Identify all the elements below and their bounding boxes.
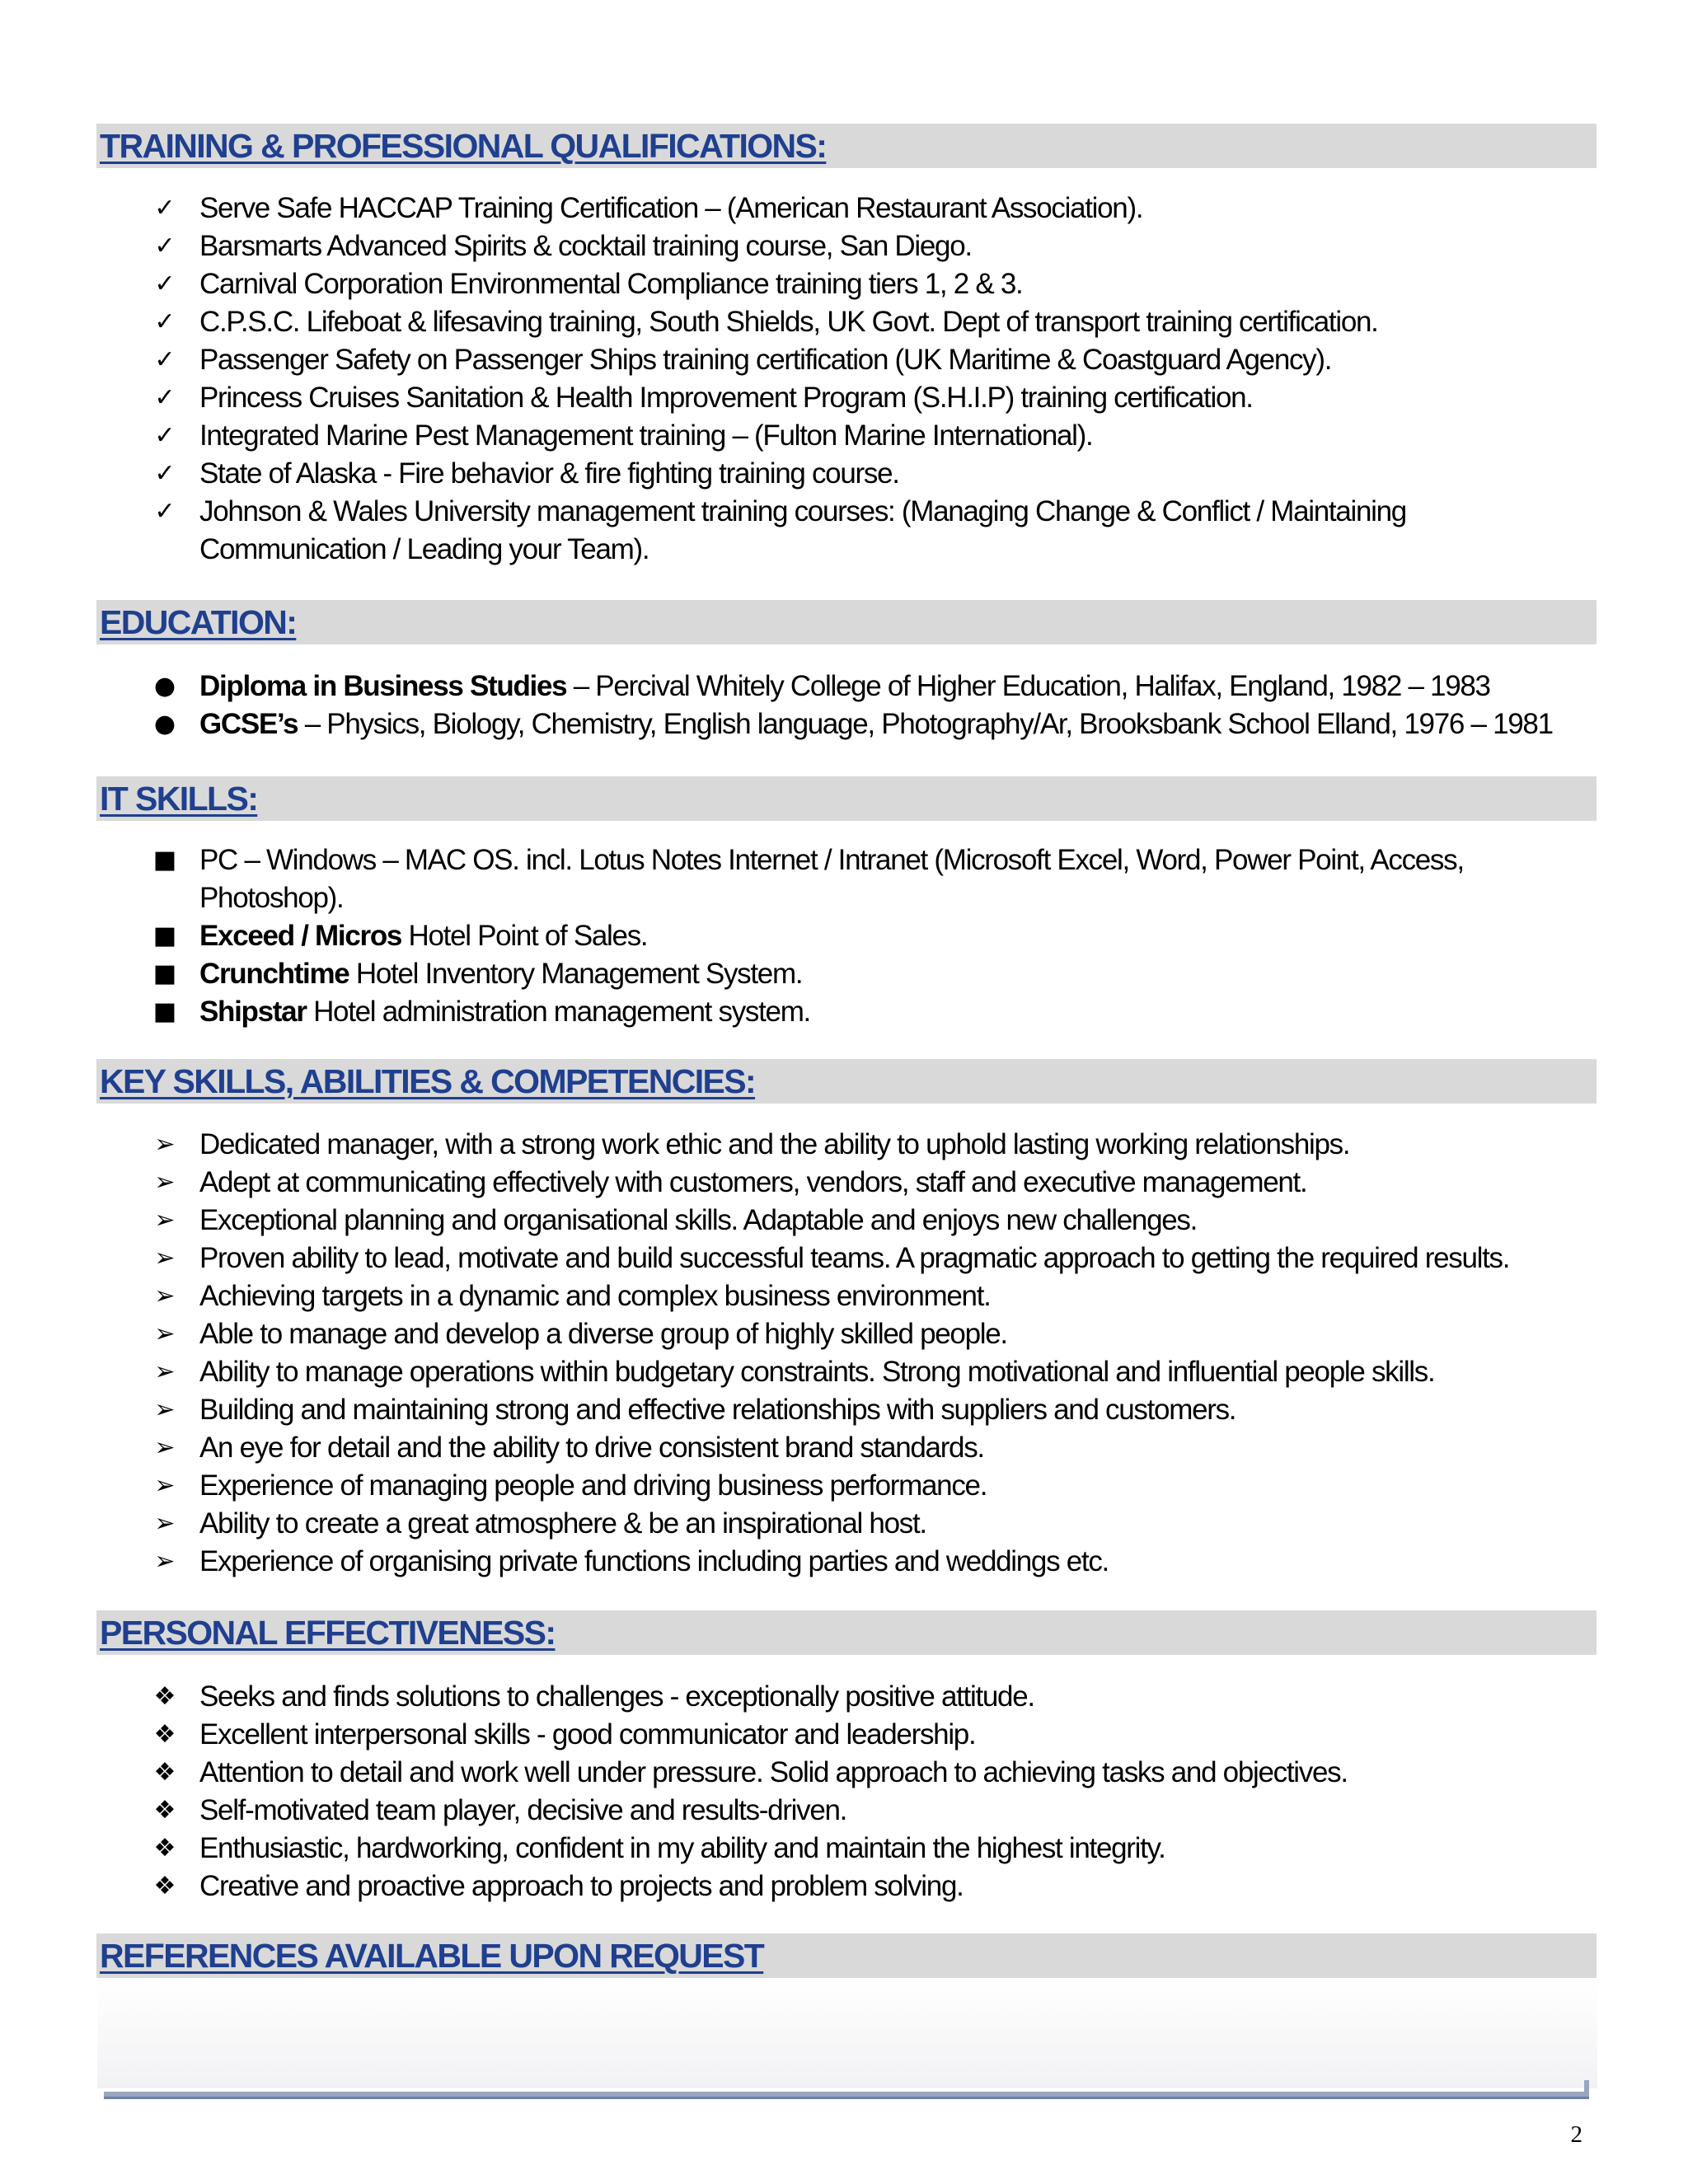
list-item	[0, 1467, 1688, 1505]
arrow-bullet-icon: ➢	[154, 1319, 176, 1348]
list-item	[0, 1315, 1688, 1353]
diamond-bullet-icon: ❖	[153, 1834, 176, 1863]
diamond-bullet-icon: ❖	[153, 1796, 176, 1825]
list-item	[0, 1505, 1688, 1543]
arrow-bullet-icon: ➢	[154, 1433, 176, 1462]
list-item	[0, 493, 1688, 569]
checkmark-icon: ✓	[154, 383, 176, 412]
list-item-text: C.P.S.C. Lifeboat & lifesaving training, South Shields, UK Govt. Dept of transport training certification.	[199, 306, 1378, 338]
list-item	[0, 1678, 1688, 1716]
list-item-text: An eye for detail and the ability to drive consistent brand standards.	[199, 1432, 984, 1464]
list-item	[0, 993, 1688, 1031]
list-item-text: Carnival Corporation Environmental Compliance training tiers 1, 2 & 3.	[199, 268, 1023, 300]
checkmark-icon: ✓	[154, 345, 176, 374]
education-qualification: GCSE’s	[199, 708, 298, 740]
list-item-text: Able to manage and develop a diverse group of highly skilled people.	[199, 1318, 1007, 1350]
section-title-education: EDUCATION:	[100, 603, 297, 641]
bullet-dot-icon: ●	[153, 710, 176, 738]
footer-rule-end	[1584, 2080, 1589, 2095]
list-item-text: PC – Windows – MAC OS. incl. Lotus Notes Internet / Intranet (Microsoft Excel, Word, Power Point, Access,	[199, 844, 1464, 876]
list-item-text: Experience of organising private functions including parties and weddings etc.	[199, 1545, 1109, 1577]
section-header-references	[96, 1933, 1597, 1978]
section-header-education	[96, 600, 1597, 644]
diamond-bullet-icon: ❖	[153, 1682, 176, 1711]
list-item-text: Princess Cruises Sanitation & Health Improvement Program (S.H.I.P) training certification.	[199, 382, 1253, 414]
arrow-bullet-icon: ➢	[154, 1168, 176, 1197]
list-item	[0, 190, 1688, 227]
arrow-bullet-icon: ➢	[154, 1509, 176, 1538]
checkmark-icon: ✓	[154, 269, 176, 298]
skill-name: Shipstar	[199, 996, 307, 1028]
section-title-key-skills: KEY SKILLS, ABILITIES & COMPETENCIES:	[100, 1062, 756, 1100]
list-item	[0, 1391, 1688, 1429]
list-item-text: Dedicated manager, with a strong work ethic and the ability to uphold lasting working relationships.	[199, 1128, 1350, 1160]
list-item-text-continued: Photoshop).	[199, 882, 344, 914]
list-item	[0, 341, 1688, 379]
list-item	[0, 1240, 1688, 1277]
list-item	[0, 1202, 1688, 1240]
bullet-square-icon: ■	[152, 997, 177, 1026]
arrow-bullet-icon: ➢	[154, 1547, 176, 1576]
list-item	[0, 1543, 1688, 1581]
list-item	[0, 1277, 1688, 1315]
diamond-bullet-icon: ❖	[153, 1758, 176, 1787]
education-list	[0, 668, 1688, 743]
list-item-text: Excellent interpersonal skills - good communicator and leadership.	[199, 1718, 976, 1750]
checkmark-icon: ✓	[154, 307, 176, 336]
education-detail: – Percival Whitely College of Higher Education, Halifax, England, 1982 – 1983	[566, 670, 1490, 702]
list-item	[0, 265, 1688, 303]
list-item	[0, 705, 1688, 743]
bullet-square-icon: ■	[152, 959, 177, 988]
list-item-text-continued: Communication / Leading your Team).	[199, 533, 649, 565]
arrow-bullet-icon: ➢	[154, 1471, 176, 1500]
list-item-text: Barsmarts Advanced Spirits & cocktail training course, San Diego.	[199, 230, 972, 262]
list-item-text: Exceptional planning and organisational skills. Adaptable and enjoys new challenges.	[199, 1204, 1198, 1236]
list-item-text: Adept at communicating effectively with customers, vendors, staff and executive management.	[199, 1166, 1307, 1198]
bullet-square-icon: ■	[152, 921, 177, 950]
skill-name: Crunchtime	[199, 958, 349, 990]
skill-name: Exceed / Micros	[199, 920, 402, 952]
key-skills-list	[0, 1126, 1688, 1581]
arrow-bullet-icon: ➢	[154, 1282, 176, 1310]
education-qualification: Diploma in Business Studies	[199, 670, 567, 702]
list-item-text: Experience of managing people and driving business performance.	[199, 1469, 987, 1502]
list-item-text: Ability to create a great atmosphere & be an inspirational host.	[199, 1507, 926, 1540]
skill-detail: Hotel Point of Sales.	[401, 920, 648, 952]
section-header-training	[96, 124, 1597, 168]
list-item-text: Building and maintaining strong and effective relationships with suppliers and customers.	[199, 1394, 1236, 1426]
arrow-bullet-icon: ➢	[154, 1357, 176, 1386]
list-item	[0, 1353, 1688, 1391]
checkmark-icon: ✓	[154, 232, 176, 260]
checkmark-icon: ✓	[154, 421, 176, 450]
page-number: 2	[1570, 2121, 1582, 2148]
section-title-it-skills: IT SKILLS:	[100, 780, 258, 818]
bullet-square-icon: ■	[152, 846, 177, 874]
list-item-text: Enthusiastic, hardworking, confident in my ability and maintain the highest integrity.	[199, 1832, 1165, 1864]
list-item	[0, 379, 1688, 417]
list-item	[0, 1164, 1688, 1202]
list-item	[0, 1830, 1688, 1868]
list-item	[0, 1126, 1688, 1164]
list-item	[0, 917, 1688, 955]
section-header-personal-effectiveness	[96, 1610, 1597, 1655]
list-item-text: Johnson & Wales University management training courses: (Managing Change & Conflict / Maintaining	[199, 495, 1406, 527]
list-item-text: Serve Safe HACCAP Training Certification – (American Restaurant Association).	[199, 192, 1143, 224]
footer-rule	[104, 2092, 1589, 2099]
training-list	[0, 190, 1688, 569]
list-item	[0, 1868, 1688, 1905]
list-item-text: Achieving targets in a dynamic and complex business environment.	[199, 1280, 991, 1312]
list-item-text: Integrated Marine Pest Management training – (Fulton Marine International).	[199, 419, 1093, 452]
checkmark-icon: ✓	[154, 194, 176, 223]
list-item	[0, 1429, 1688, 1467]
list-item	[0, 841, 1688, 917]
diamond-bullet-icon: ❖	[153, 1872, 176, 1900]
section-title-training: TRAINING & PROFESSIONAL QUALIFICATIONS:	[100, 127, 827, 165]
arrow-bullet-icon: ➢	[154, 1206, 176, 1235]
list-item	[0, 1716, 1688, 1754]
list-item	[0, 417, 1688, 455]
list-item-text: Self-motivated team player, decisive and results-driven.	[199, 1794, 847, 1826]
checkmark-icon: ✓	[154, 459, 176, 488]
diamond-bullet-icon: ❖	[153, 1720, 176, 1749]
section-header-it-skills	[96, 776, 1597, 821]
skill-detail: Hotel Inventory Management System.	[349, 958, 803, 990]
section-title-references: REFERENCES AVAILABLE UPON REQUEST	[100, 1937, 764, 1975]
list-item	[0, 1754, 1688, 1792]
personal-effectiveness-list	[0, 1678, 1688, 1905]
list-item-text: Seeks and finds solutions to challenges - exceptionally positive attitude.	[199, 1680, 1034, 1713]
list-item-text: Proven ability to lead, motivate and build successful teams. A pragmatic approach to getting the required results.	[199, 1242, 1510, 1274]
list-item	[0, 303, 1688, 341]
list-item	[0, 668, 1688, 705]
list-item	[0, 227, 1688, 265]
section-title-personal-effectiveness: PERSONAL EFFECTIVENESS:	[100, 1614, 556, 1652]
arrow-bullet-icon: ➢	[154, 1244, 176, 1272]
footer-shaded-box	[97, 1981, 1597, 2088]
bullet-dot-icon: ●	[153, 672, 176, 701]
education-detail: – Physics, Biology, Chemistry, English language, Photography/Ar, Brooksbank School Elland, 1976 – 1981	[298, 708, 1553, 740]
list-item	[0, 1792, 1688, 1830]
list-item-text: Passenger Safety on Passenger Ships training certification (UK Maritime & Coastguard Agency).	[199, 344, 1332, 376]
list-item-text: Ability to manage operations within budgetary constraints. Strong motivational and influential people skills.	[199, 1356, 1435, 1388]
it-skills-list	[0, 841, 1688, 1031]
skill-detail: Hotel administration management system.	[306, 996, 810, 1028]
arrow-bullet-icon: ➢	[154, 1130, 176, 1159]
list-item	[0, 955, 1688, 993]
list-item-text: Creative and proactive approach to projects and problem solving.	[199, 1870, 964, 1902]
arrow-bullet-icon: ➢	[154, 1395, 176, 1424]
checkmark-icon: ✓	[154, 497, 176, 526]
list-item	[0, 455, 1688, 493]
section-header-key-skills	[96, 1059, 1597, 1104]
list-item-text: State of Alaska - Fire behavior & fire fighting training course.	[199, 457, 899, 490]
list-item-text: Attention to detail and work well under pressure. Solid approach to achieving tasks and objectives.	[199, 1756, 1348, 1788]
